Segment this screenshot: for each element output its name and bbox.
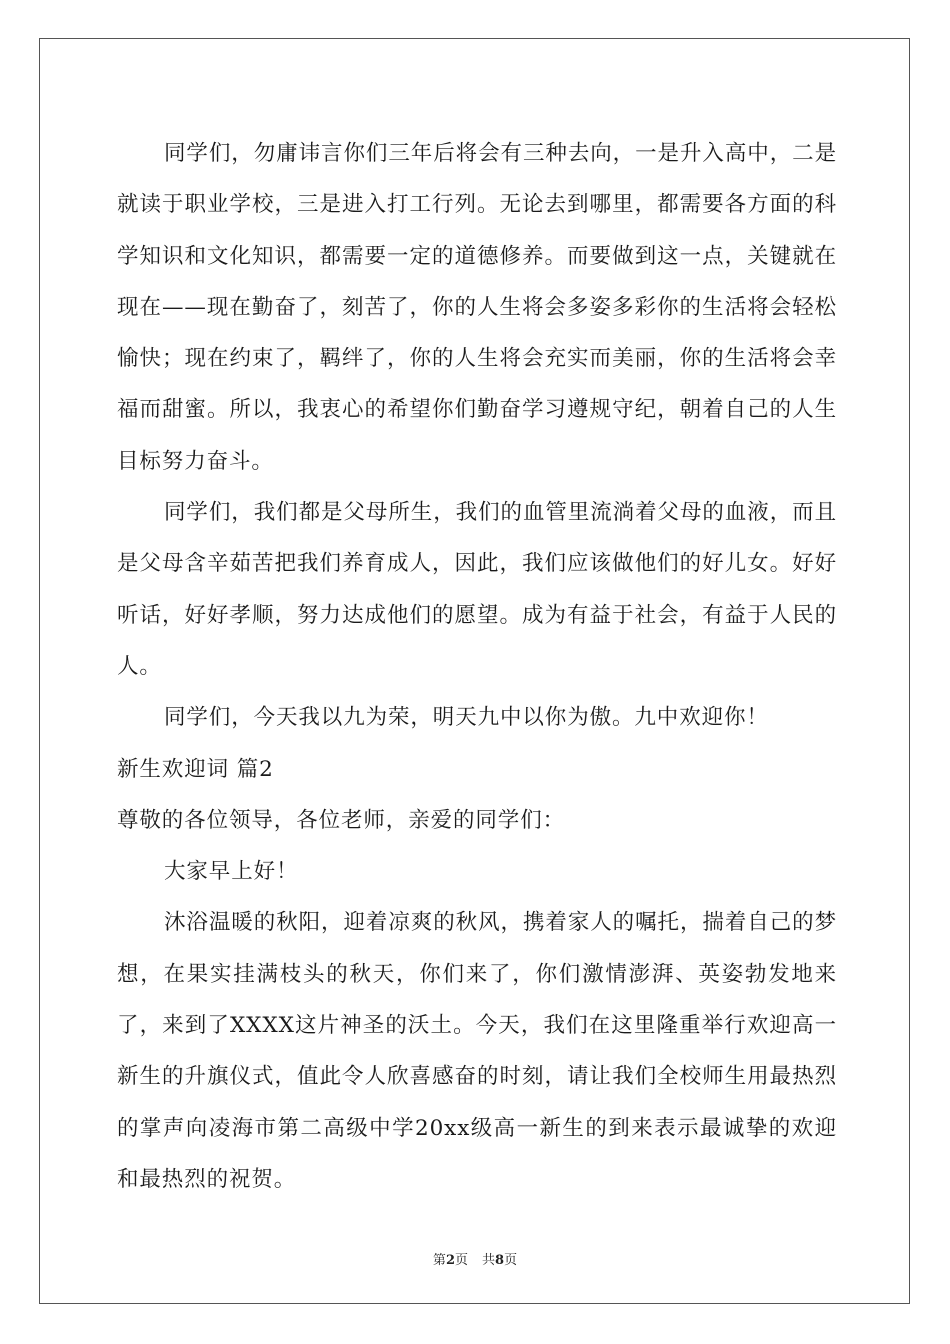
total-prefix: 共 <box>482 1253 496 1268</box>
page-suffix: 页 <box>454 1253 468 1268</box>
page-current: 2 <box>445 1253 455 1268</box>
paragraph-parents: 同学们，我们都是父母所生，我们的血管里流淌着父母的血液，而且是父母含辛茹苦把我们养育成人，因此，我们应该做他们的好儿女。好好听话，好好孝顺，努力达成他们的愿望。成为有益于社会，有益于人民的人。 <box>117 500 837 679</box>
paragraph-autumn-welcome: 沐浴温暖的秋阳，迎着凉爽的秋风，携着家人的嘱托，揣着自己的梦想，在果实挂满枝头的秋天，你们来了，你们激情澎湃、英姿勃发地来了，来到了XXXX这片神圣的沃土。今天，我们在这里隆重举行欢迎高一新生的升旗仪式，值此令人欣喜感奋的时刻，请让我们全校师生用最热烈的掌声向凌海市第二高级中学20xx级高一新生的到来表示最诚挚的欢迎和最热烈的祝贺。 <box>117 910 837 1192</box>
page-prefix: 第 <box>432 1253 446 1268</box>
section-title: 新生欢迎词 篇2 <box>117 756 274 782</box>
document-body <box>117 128 837 1205</box>
paragraph-future-paths: 同学们，勿庸讳言你们三年后将会有三种去向，一是升入高中，二是就读于职业学校，三是进入打工行列。无论去到哪里，都需要各方面的科学知识和文化知识，都需要一定的道德修养。而要做到这一点，关键就在现在——现在勤奋了，刻苦了，你的人生将会多姿多彩你的生活将会轻松愉快；现在约束了，羁绊了，你的人生将会充实而美丽，你的生活将会幸福而甜蜜。所以，我衷心的希望你们勤奋学习遵规守纪，朝着自己的人生目标努力奋斗。 <box>117 141 837 474</box>
salutation: 尊敬的各位领导，各位老师，亲爱的同学们： <box>117 807 566 833</box>
total-suffix: 页 <box>504 1253 518 1268</box>
page-total: 8 <box>495 1253 505 1268</box>
page-footer <box>0 1249 950 1268</box>
paragraph-welcome: 同学们，今天我以九为荣，明天九中以你为傲。九中欢迎你！ <box>164 705 769 731</box>
greeting: 大家早上好！ <box>164 859 299 885</box>
